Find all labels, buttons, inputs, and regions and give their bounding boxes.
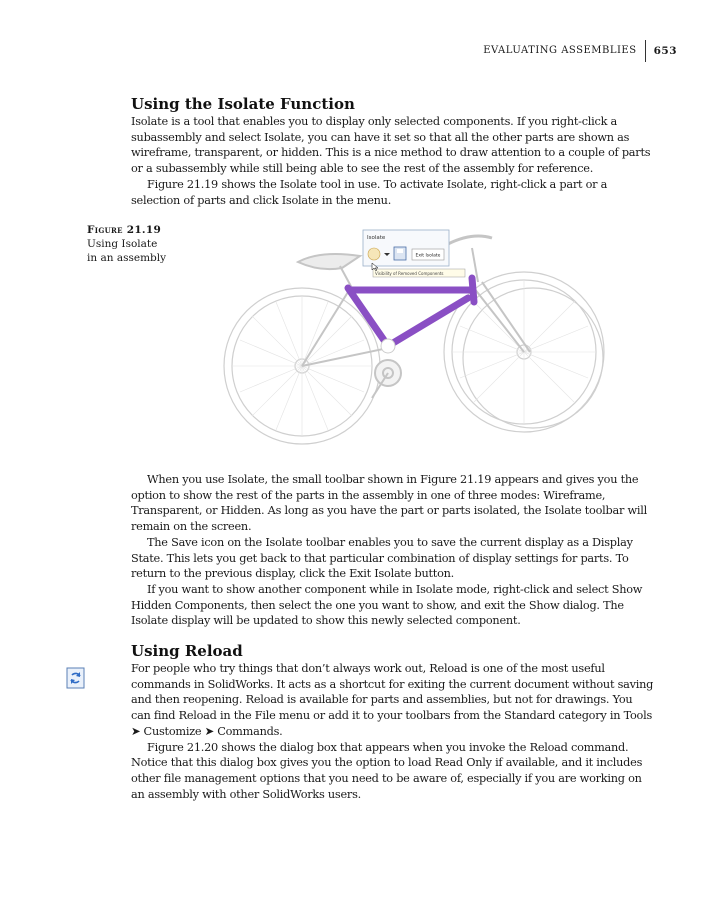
reload-icon <box>66 667 86 689</box>
paragraph: Isolate is a tool that enables you to display only selected components. If you right-click a subassembly and select Isolate, you can have it set so that all the other parts are shown as wireframe, transparent, or hidden. This is a nice method to draw attention to a couple of parts or a subassembly while still being able to see the rest of the assembly for reference. <box>131 115 651 176</box>
paragraph: The Save icon on the Isolate toolbar enables you to save the current display as a Display State. This lets you get back to that particular combination of display settings for parts. To return to the previous display, click the Exit Isolate button. <box>131 535 633 581</box>
paragraph: For people who try things that don’t always work out, Reload is one of the most useful commands in SolidWorks. It acts as a shortcut for exiting the current document without saving and then reopening. Reload is available for parts and assemblies, but not for drawings. You can find Reload in the File menu or add it to your toolbars from the Standard category in Tools ➤ Customize ➤ Commands. <box>131 662 654 738</box>
chapter-title: EVALUATING ASSEMBLIES <box>483 40 645 62</box>
section-reload <box>131 641 654 802</box>
tooltip-text: Visibility of Removed Components <box>375 270 444 276</box>
display-mode-icon[interactable] <box>368 248 380 260</box>
toolbar-title: Isolate <box>367 235 386 241</box>
bicycle-illustration <box>210 222 610 470</box>
paragraph: Figure 21.19 shows the Isolate tool in use. To activate Isolate, right-click a part or a selection of parts and click Isolate in the menu. <box>131 177 608 207</box>
section-isolate <box>131 94 654 208</box>
save-icon[interactable] <box>394 247 406 260</box>
exit-isolate-label: Exit Isolate <box>415 253 441 259</box>
heading-isolate: Using the Isolate Function <box>131 95 355 113</box>
paragraph: Figure 21.20 shows the dialog box that appears when you invoke the Reload command. Notice that this dialog box gives you the option to load Read Only if available, and it includes other file management options that you need to be aware of, especially if you are working on an assembly with other SolidWorks users. <box>131 740 643 801</box>
page-number: 653 <box>653 45 677 57</box>
section-isolate-continued <box>131 472 654 629</box>
paragraph: If you want to show another component while in Isolate mode, right-click and select Show Hidden Components, then select the one you want to show, and exit the Show dialog. The Isolate display will be updated to show this newly selected component. <box>131 582 643 628</box>
paragraph: When you use Isolate, the small toolbar shown in Figure 21.19 appears and gives you the option to show the rest of the parts in the assembly in one of three modes: Wireframe, Transparent, or Hidden. As long as you have the part or parts isolated, the Isolate toolbar will remain on the screen. <box>131 473 647 534</box>
figure-caption <box>87 223 167 265</box>
figure-isolate-bicycle <box>210 222 610 470</box>
figure-caption-text: Using Isolate in an assembly <box>87 238 167 264</box>
figure-number: Figure 21.19 <box>87 224 162 236</box>
heading-reload: Using Reload <box>131 642 243 660</box>
isolate-toolbar[interactable] <box>363 230 465 277</box>
running-head <box>483 40 677 62</box>
